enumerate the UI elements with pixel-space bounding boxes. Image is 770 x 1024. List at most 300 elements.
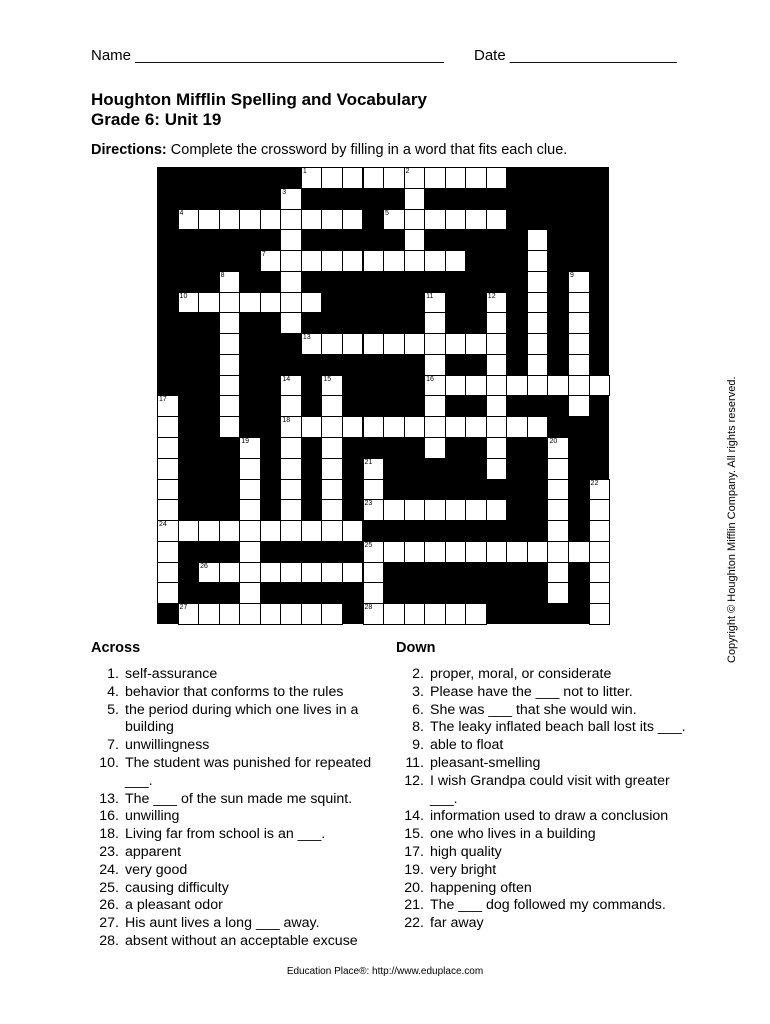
- crossword-cell[interactable]: [280, 395, 302, 417]
- crossword-cell[interactable]: [547, 479, 569, 501]
- clue-number: 14.: [404, 808, 424, 825]
- crossword-cell[interactable]: [506, 416, 528, 438]
- crossword-cell[interactable]: [301, 520, 323, 542]
- clue-text: happening often: [430, 879, 532, 896]
- crossword-cell[interactable]: [219, 354, 241, 376]
- crossword-cell[interactable]: [363, 416, 385, 438]
- crossword-cell[interactable]: [404, 188, 426, 210]
- crossword-cell[interactable]: [280, 458, 302, 480]
- crossword-cell[interactable]: [157, 520, 179, 542]
- crossword-cell[interactable]: [465, 541, 487, 563]
- clue-number: 2.: [412, 666, 424, 682]
- crossword-cell[interactable]: [527, 271, 549, 293]
- crossword-cell[interactable]: [424, 375, 446, 397]
- crossword-cell[interactable]: [239, 437, 261, 459]
- crossword-cell[interactable]: [342, 416, 364, 438]
- clue-number: 10.: [99, 754, 119, 771]
- across-clue: [91, 862, 381, 880]
- crossword-cell[interactable]: [219, 312, 241, 334]
- crossword-cell[interactable]: [465, 333, 487, 355]
- crossword-cell[interactable]: [465, 209, 487, 231]
- clue-text: very bright: [430, 861, 497, 878]
- cell-number: 14: [282, 375, 291, 383]
- crossword-cell[interactable]: [486, 333, 508, 355]
- crossword-cell[interactable]: [383, 416, 405, 438]
- crossword-cell[interactable]: [383, 603, 405, 625]
- crossword-cell[interactable]: [342, 250, 364, 272]
- title-line-1: Houghton Mifflin Spelling and Vocabulary: [91, 90, 427, 109]
- crossword-cell[interactable]: [219, 209, 241, 231]
- crossword-cell[interactable]: [424, 354, 446, 376]
- crossword-cell[interactable]: [424, 541, 446, 563]
- cell-number: 5: [385, 209, 389, 217]
- crossword-cell[interactable]: [198, 520, 220, 542]
- crossword-cell[interactable]: [363, 562, 385, 584]
- crossword-cell[interactable]: [301, 209, 323, 231]
- crossword-cell[interactable]: [178, 209, 200, 231]
- clue-text: one who lives in a building: [430, 826, 596, 843]
- name-blank: _____________________________________: [135, 47, 444, 64]
- crossword-cell[interactable]: [321, 375, 343, 397]
- crossword-cell[interactable]: [568, 395, 590, 417]
- across-clue: [91, 826, 381, 844]
- cell-number: 19: [241, 438, 249, 445]
- clue-text: The ___ dog followed my commands.: [430, 897, 666, 914]
- crossword-cell[interactable]: [486, 395, 508, 417]
- crossword-cell[interactable]: [321, 209, 343, 231]
- crossword-cell[interactable]: [568, 375, 590, 397]
- down-heading: Down: [396, 640, 436, 656]
- directions-text: Complete the crossword by filling in a word that fits each clue.: [166, 142, 568, 158]
- crossword-cell[interactable]: [383, 250, 405, 272]
- crossword-cell[interactable]: [157, 582, 179, 604]
- crossword-cell[interactable]: [321, 437, 343, 459]
- crossword-cell[interactable]: [465, 167, 487, 189]
- across-clue-list: [91, 666, 381, 951]
- crossword-cell[interactable]: [424, 250, 446, 272]
- crossword-cell[interactable]: [424, 437, 446, 459]
- cell-number: 21: [364, 458, 373, 466]
- crossword-cell[interactable]: [589, 603, 611, 625]
- crossword-cell[interactable]: [342, 167, 364, 189]
- crossword-cell[interactable]: [527, 416, 549, 438]
- crossword-cell[interactable]: [424, 333, 446, 355]
- crossword-cell[interactable]: [198, 209, 220, 231]
- down-clue: [396, 897, 696, 915]
- down-clue-list: [396, 666, 696, 933]
- crossword-cell[interactable]: [445, 541, 467, 563]
- crossword-cell[interactable]: [239, 292, 261, 314]
- crossword-cell[interactable]: [527, 229, 549, 251]
- crossword-cell[interactable]: [301, 250, 323, 272]
- crossword-cell[interactable]: [568, 333, 590, 355]
- crossword-cell[interactable]: [424, 312, 446, 334]
- clue-text: behavior that conforms to the rules: [125, 683, 344, 700]
- down-clue: [396, 773, 696, 809]
- crossword-cell[interactable]: [301, 333, 323, 355]
- across-clue: [91, 737, 381, 755]
- crossword-cell[interactable]: [280, 603, 302, 625]
- crossword-cell[interactable]: [321, 458, 343, 480]
- crossword-cell[interactable]: [280, 271, 302, 293]
- clue-text: His aunt lives a long ___ away.: [125, 915, 320, 932]
- clue-text: proper, moral, or considerate: [430, 666, 612, 682]
- crossword-cell[interactable]: [301, 416, 323, 438]
- crossword-cell[interactable]: [239, 603, 261, 625]
- crossword-cell[interactable]: [321, 520, 343, 542]
- crossword-cell[interactable]: [363, 582, 385, 604]
- crossword-cell[interactable]: [404, 209, 426, 231]
- across-clue: [91, 897, 381, 915]
- crossword-cell[interactable]: [424, 499, 446, 521]
- crossword-cell[interactable]: [547, 375, 569, 397]
- crossword-cell[interactable]: [404, 603, 426, 625]
- crossword-cell[interactable]: [568, 292, 590, 314]
- crossword-cell[interactable]: [219, 562, 241, 584]
- crossword-cell[interactable]: [219, 520, 241, 542]
- cell-number: 4: [179, 209, 184, 217]
- crossword-cell[interactable]: [280, 312, 302, 334]
- clue-number: 12.: [404, 772, 424, 789]
- crossword-cell[interactable]: [486, 437, 508, 459]
- crossword-cell[interactable]: [198, 603, 220, 625]
- crossword-cell[interactable]: [424, 416, 446, 438]
- crossword-cell[interactable]: [363, 499, 385, 521]
- across-clue: [91, 755, 381, 791]
- across-clue: [91, 791, 381, 809]
- directions-label: Directions:: [91, 142, 167, 158]
- crossword-cell[interactable]: [219, 271, 241, 293]
- crossword-cell[interactable]: [547, 520, 569, 542]
- crossword-cell[interactable]: [260, 292, 282, 314]
- crossword-cell[interactable]: [157, 416, 179, 438]
- cell-number: 2: [405, 168, 410, 175]
- crossword-cell[interactable]: [445, 416, 467, 438]
- crossword-cell[interactable]: [342, 209, 364, 231]
- cell-number: 25: [364, 541, 373, 549]
- crossword-cell[interactable]: [280, 209, 302, 231]
- crossword-cell[interactable]: [527, 312, 549, 334]
- clue-number: 17.: [404, 843, 424, 860]
- clue-number: 21.: [404, 897, 424, 914]
- crossword-cell[interactable]: [547, 582, 569, 604]
- crossword-cell[interactable]: [363, 167, 385, 189]
- clue-number: 27.: [99, 915, 119, 932]
- crossword-cell[interactable]: [198, 292, 220, 314]
- down-clue: [396, 844, 696, 862]
- clue-number: 25.: [99, 879, 119, 896]
- crossword-cell[interactable]: [342, 520, 364, 542]
- crossword-cell[interactable]: [547, 562, 569, 584]
- crossword-cell[interactable]: [280, 250, 302, 272]
- crossword-cell[interactable]: [363, 541, 385, 563]
- title-line-2: Grade 6: Unit 19: [91, 110, 222, 129]
- crossword-cell[interactable]: [506, 375, 528, 397]
- crossword-cell[interactable]: [404, 229, 426, 251]
- crossword-cell[interactable]: [280, 437, 302, 459]
- crossword-cell[interactable]: [424, 292, 446, 314]
- across-clue: [91, 844, 381, 862]
- crossword-cell[interactable]: [363, 479, 385, 501]
- directions: [91, 142, 567, 158]
- crossword-cell[interactable]: [589, 375, 611, 397]
- crossword-cell[interactable]: [260, 209, 282, 231]
- crossword-cell[interactable]: [260, 250, 282, 272]
- crossword-cell[interactable]: [527, 292, 549, 314]
- clue-text: causing difficulty: [125, 879, 229, 896]
- clue-text: information used to draw a conclusion: [430, 808, 669, 825]
- crossword-cell[interactable]: [589, 499, 611, 521]
- crossword-cell[interactable]: [424, 167, 446, 189]
- crossword-cell[interactable]: [486, 458, 508, 480]
- crossword-cell[interactable]: [280, 416, 302, 438]
- crossword-cell[interactable]: [178, 520, 200, 542]
- cell-number: 8: [220, 271, 225, 279]
- cell-number: 18: [282, 417, 291, 425]
- crossword-cell[interactable]: [280, 229, 302, 251]
- crossword-cell[interactable]: [342, 562, 364, 584]
- down-clue: [396, 719, 696, 737]
- across-heading: Across: [91, 640, 141, 656]
- crossword-cell[interactable]: [465, 603, 487, 625]
- crossword-cell[interactable]: [424, 603, 446, 625]
- clue-number: 7.: [107, 737, 119, 754]
- clue-text: The ___ of the sun made me squint.: [125, 790, 353, 807]
- cell-number: 24: [159, 521, 167, 529]
- crossword-cell[interactable]: [157, 499, 179, 521]
- crossword-cell[interactable]: [527, 250, 549, 272]
- crossword-cell[interactable]: [219, 292, 241, 314]
- crossword-cell[interactable]: [465, 499, 487, 521]
- crossword-cell[interactable]: [301, 167, 323, 189]
- clue-text: I wish Grandpa could visit with greater ___.: [430, 772, 670, 807]
- crossword-cell[interactable]: [321, 499, 343, 521]
- crossword-cell[interactable]: [445, 167, 467, 189]
- crossword-cell[interactable]: [547, 541, 569, 563]
- crossword-cell[interactable]: [383, 333, 405, 355]
- crossword-cell[interactable]: [239, 499, 261, 521]
- crossword-cell[interactable]: [527, 375, 549, 397]
- cell-number: 16: [426, 375, 434, 383]
- crossword-cell[interactable]: [568, 354, 590, 376]
- down-clue: [396, 915, 696, 933]
- across-clue: [91, 880, 381, 898]
- crossword-cell[interactable]: [260, 520, 282, 542]
- clue-text: very good: [125, 861, 188, 878]
- crossword-cell[interactable]: [280, 562, 302, 584]
- down-clue: [396, 755, 696, 773]
- crossword-cell[interactable]: [568, 541, 590, 563]
- crossword-cell[interactable]: [404, 416, 426, 438]
- crossword-cell[interactable]: [404, 541, 426, 563]
- crossword-cell[interactable]: [301, 603, 323, 625]
- across-clue: [91, 915, 381, 933]
- crossword-cell[interactable]: [239, 458, 261, 480]
- clue-number: 9.: [412, 737, 424, 754]
- crossword-cell[interactable]: [547, 458, 569, 480]
- crossword-cell[interactable]: [363, 333, 385, 355]
- crossword-cell[interactable]: [404, 167, 426, 189]
- clue-text: The leaky inflated beach ball lost its ___.: [430, 719, 686, 736]
- down-clue: [396, 862, 696, 880]
- crossword-cell[interactable]: [321, 250, 343, 272]
- crossword-cell[interactable]: [280, 479, 302, 501]
- crossword-cell[interactable]: [219, 395, 241, 417]
- crossword-cell[interactable]: [321, 333, 343, 355]
- crossword-cell[interactable]: [260, 603, 282, 625]
- name-field: [91, 47, 444, 64]
- crossword-cell[interactable]: [589, 562, 611, 584]
- crossword-cell[interactable]: [157, 437, 179, 459]
- crossword-cell[interactable]: [486, 416, 508, 438]
- clue-text: She was ___ that she would win.: [430, 701, 637, 718]
- crossword-cell[interactable]: [527, 541, 549, 563]
- crossword-cell[interactable]: [383, 209, 405, 231]
- crossword-cell[interactable]: [321, 479, 343, 501]
- crossword-cell[interactable]: [219, 603, 241, 625]
- crossword-cell[interactable]: [301, 292, 323, 314]
- crossword-cell[interactable]: [239, 520, 261, 542]
- clue-number: 1.: [107, 666, 119, 682]
- crossword-cell[interactable]: [280, 292, 302, 314]
- clue-number: 3.: [412, 683, 424, 700]
- crossword-cell[interactable]: [527, 354, 549, 376]
- crossword-cell[interactable]: [383, 541, 405, 563]
- crossword-cell[interactable]: [568, 312, 590, 334]
- clue-number: 18.: [99, 826, 119, 843]
- crossword-cell[interactable]: [219, 416, 241, 438]
- crossword-cell[interactable]: [321, 562, 343, 584]
- crossword-cell[interactable]: [527, 333, 549, 355]
- crossword-cell[interactable]: [280, 188, 302, 210]
- crossword-cell[interactable]: [280, 499, 302, 521]
- cell-number: 26: [200, 562, 208, 570]
- crossword-cell[interactable]: [486, 167, 508, 189]
- crossword-cell[interactable]: [198, 562, 220, 584]
- crossword-cell[interactable]: [280, 520, 302, 542]
- cell-number: 10: [179, 292, 188, 300]
- clue-number: 8.: [412, 719, 424, 736]
- crossword-cell[interactable]: [486, 354, 508, 376]
- crossword-cell[interactable]: [445, 499, 467, 521]
- cell-number: 15: [323, 375, 332, 383]
- crossword-cell[interactable]: [568, 271, 590, 293]
- crossword-cell[interactable]: [321, 416, 343, 438]
- cell-number: 11: [426, 292, 434, 300]
- cell-number: 7: [261, 251, 266, 259]
- crossword-cell[interactable]: [219, 333, 241, 355]
- crossword-cell[interactable]: [178, 603, 200, 625]
- crossword-cell[interactable]: [404, 250, 426, 272]
- crossword-cell[interactable]: [363, 250, 385, 272]
- crossword-cell[interactable]: [547, 499, 569, 521]
- crossword-cell[interactable]: [506, 541, 528, 563]
- crossword-cell[interactable]: [321, 167, 343, 189]
- clue-number: 16.: [99, 808, 119, 825]
- crossword-cell[interactable]: [445, 375, 467, 397]
- clue-number: 22.: [404, 915, 424, 932]
- crossword-cell[interactable]: [445, 603, 467, 625]
- clue-text: pleasant-smelling: [430, 754, 541, 771]
- crossword-cell[interactable]: [404, 333, 426, 355]
- clue-number: 6.: [412, 701, 424, 718]
- crossword-cell[interactable]: [445, 209, 467, 231]
- crossword-cell[interactable]: [260, 562, 282, 584]
- across-clue: [91, 933, 381, 951]
- crossword-cell[interactable]: [486, 499, 508, 521]
- crossword-cell[interactable]: [342, 333, 364, 355]
- crossword-cell[interactable]: [321, 603, 343, 625]
- down-clue: [396, 737, 696, 755]
- across-clue: [91, 702, 381, 738]
- cell-number: 27: [179, 604, 188, 612]
- crossword-cell[interactable]: [239, 582, 261, 604]
- crossword-cell[interactable]: [486, 375, 508, 397]
- cell-number: 20: [549, 438, 558, 445]
- crossword-cell[interactable]: [157, 562, 179, 584]
- crossword-cell[interactable]: [486, 541, 508, 563]
- crossword-cell[interactable]: [404, 499, 426, 521]
- crossword-cell[interactable]: [424, 395, 446, 417]
- crossword-cell[interactable]: [589, 582, 611, 604]
- crossword-cell[interactable]: [157, 395, 179, 417]
- cell-number: 1: [302, 168, 307, 175]
- crossword-grid: [157, 167, 609, 624]
- clue-number: 11.: [405, 754, 424, 771]
- crossword-cell[interactable]: [383, 499, 405, 521]
- crossword-cell[interactable]: [589, 541, 611, 563]
- cell-number: 12: [487, 292, 496, 300]
- crossword-cell[interactable]: [424, 209, 446, 231]
- crossword-cell[interactable]: [239, 541, 261, 563]
- crossword-cell[interactable]: [239, 562, 261, 584]
- crossword-cell[interactable]: [363, 603, 385, 625]
- crossword-cell[interactable]: [486, 209, 508, 231]
- crossword-cell[interactable]: [239, 479, 261, 501]
- clue-text: Please have the ___ not to litter.: [430, 683, 633, 700]
- crossword-cell[interactable]: [589, 479, 611, 501]
- crossword-cell[interactable]: [157, 458, 179, 480]
- crossword-cell[interactable]: [157, 479, 179, 501]
- across-clue: [91, 808, 381, 826]
- crossword-cell[interactable]: [486, 312, 508, 334]
- crossword-cell[interactable]: [445, 250, 467, 272]
- crossword-cell[interactable]: [239, 209, 261, 231]
- page-title: [91, 90, 427, 130]
- crossword-cell[interactable]: [157, 541, 179, 563]
- clue-text: a pleasant odor: [125, 897, 223, 914]
- crossword-cell[interactable]: [321, 395, 343, 417]
- crossword-cell[interactable]: [465, 375, 487, 397]
- crossword-cell[interactable]: [445, 333, 467, 355]
- down-clue: [396, 702, 696, 720]
- crossword-cell[interactable]: [547, 437, 569, 459]
- clue-number: 24.: [99, 861, 119, 878]
- crossword-cell[interactable]: [178, 292, 200, 314]
- crossword-cell[interactable]: [383, 167, 405, 189]
- crossword-cell[interactable]: [486, 292, 508, 314]
- crossword-cell[interactable]: [280, 375, 302, 397]
- crossword-cell[interactable]: [219, 375, 241, 397]
- crossword-cell[interactable]: [589, 520, 611, 542]
- date-blank: ____________________: [509, 47, 677, 64]
- crossword-cell[interactable]: [301, 562, 323, 584]
- clue-number: 28.: [99, 932, 119, 949]
- crossword-cell[interactable]: [465, 416, 487, 438]
- clue-number: 23.: [99, 843, 119, 860]
- crossword-cell[interactable]: [363, 458, 385, 480]
- clue-number: 20.: [404, 879, 424, 896]
